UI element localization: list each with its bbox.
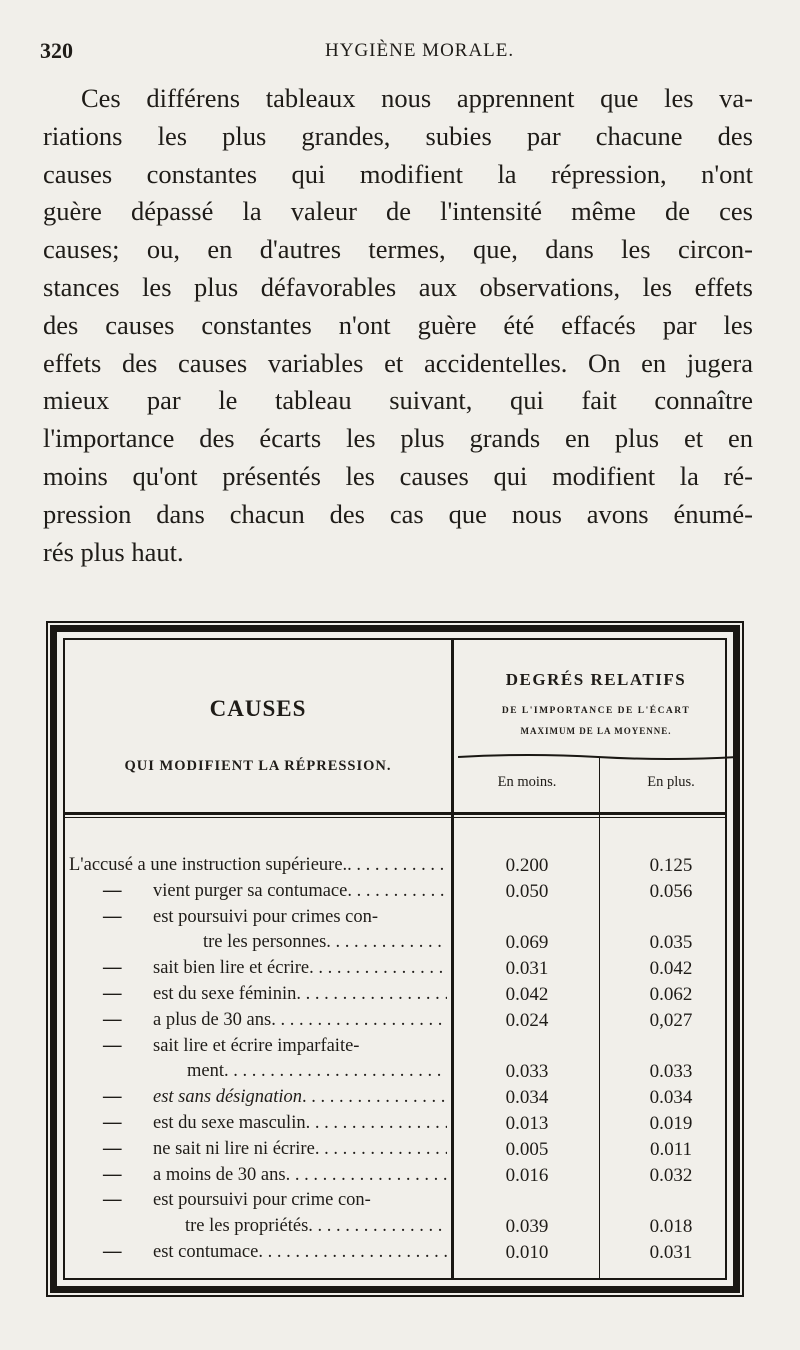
table-inner: [63, 638, 727, 1280]
value-plus: 0.034: [649, 1087, 693, 1109]
paragraph-line: causes constantes qui modifient la répression, n'ont: [43, 158, 753, 189]
value-moins: 0.034: [505, 1087, 549, 1109]
value-moins: 0.013: [505, 1112, 549, 1134]
running-head: HYGIÈNE MORALE.: [325, 40, 515, 61]
cause-text: a plus de 30 ans: [153, 1009, 272, 1030]
cause-cell: [153, 1008, 447, 1034]
table-row: [65, 879, 725, 905]
value-moins: 0.050: [505, 880, 549, 902]
cause-cell: [187, 1059, 447, 1085]
value-moins: 0.024: [505, 1009, 549, 1031]
ditto-dash: —: [103, 958, 122, 979]
cause-cell: [153, 1111, 447, 1137]
table-row: [65, 1111, 725, 1137]
cause-text: est contumace: [153, 1241, 259, 1262]
value-plus: 0.031: [649, 1241, 693, 1263]
cause-cell: [203, 930, 447, 956]
cause-text: ment: [187, 1061, 224, 1082]
ditto-dash: —: [103, 983, 122, 1004]
table-row: [65, 1085, 725, 1111]
cause-text: vient purger sa contumace: [153, 880, 348, 901]
table-row: [65, 1059, 725, 1085]
dot-leader: [271, 1008, 447, 1034]
value-plus: 0.035: [649, 932, 693, 954]
value-plus: 0.032: [649, 1164, 693, 1186]
paragraph-line: des causes constantes n'ont guère été effacés par les: [43, 309, 753, 340]
value-moins: 0.033: [505, 1061, 549, 1083]
cause-text: est du sexe féminin: [153, 983, 297, 1004]
table-row: [65, 1163, 725, 1189]
ditto-dash: —: [103, 1190, 122, 1211]
ditto-dash: —: [103, 1009, 122, 1030]
paragraph-line: mieux par le tableau suivant, qui fait connaître: [43, 385, 753, 416]
paragraph-line: guère dépassé la valeur de l'intensité même de ces: [43, 196, 753, 227]
dot-leader: [224, 1059, 447, 1085]
causes-subheading: QUI MODIFIENT LA RÉPRESSION.: [124, 758, 392, 774]
paragraph-line: riations les plus grandes, subies par chacune des: [43, 120, 753, 151]
value-plus: 0.062: [649, 983, 693, 1005]
cause-cell: [153, 905, 447, 931]
value-moins: 0.069: [505, 932, 549, 954]
cause-text: est sans désignation: [153, 1087, 303, 1108]
dot-leader: [302, 1085, 447, 1111]
ditto-dash: —: [103, 1138, 122, 1159]
ditto-dash: —: [103, 1087, 122, 1108]
ditto-dash: —: [103, 1112, 122, 1133]
column-header-plus: En plus.: [647, 774, 695, 790]
causes-table: [50, 625, 740, 1293]
body-paragraph: [43, 80, 753, 571]
ditto-dash: —: [103, 1035, 122, 1056]
causes-heading: CAUSES: [209, 696, 307, 721]
cause-cell: [153, 1163, 447, 1189]
degres-subheading: DE L'IMPORTANCE DE L'ÉCART: [501, 706, 691, 716]
cause-cell: [153, 1034, 447, 1060]
ditto-dash: —: [103, 1241, 122, 1262]
dot-leader: [258, 1240, 447, 1266]
dot-leader: [286, 1163, 447, 1189]
cause-cell: [153, 982, 447, 1008]
table-row: [65, 982, 725, 1008]
value-plus: 0.056: [649, 880, 693, 902]
paragraph-line: rés plus haut.: [43, 536, 184, 567]
ditto-dash: —: [103, 1164, 122, 1185]
table-row: [65, 1034, 725, 1060]
paragraph-line: l'importance des écarts les plus grands en plus et en: [43, 423, 753, 454]
cause-text: a moins de 30 ans: [153, 1164, 286, 1185]
header-rule: [65, 812, 725, 815]
table-body: [65, 853, 725, 1266]
paragraph-line: Ces différens tableaux nous apprennent que les va-: [81, 83, 753, 113]
value-plus: 0,027: [649, 1009, 693, 1031]
subheader-rule: [458, 752, 738, 762]
table-row: [65, 930, 725, 956]
value-plus: 0.042: [649, 958, 693, 980]
ditto-dash: —: [103, 906, 122, 927]
dot-leader: [315, 1137, 447, 1163]
value-moins: 0.010: [505, 1241, 549, 1263]
value-moins: 0.031: [505, 958, 549, 980]
table-row: [65, 905, 725, 931]
cause-cell: [153, 1240, 447, 1266]
cause-text: tre les propriétés: [185, 1216, 309, 1237]
value-plus: 0.033: [649, 1061, 693, 1083]
value-plus: 0.125: [649, 855, 693, 876]
degres-subheading: MAXIMUM DE LA MOYENNE.: [520, 726, 672, 736]
dot-leader: [308, 1214, 447, 1240]
dot-leader: [309, 956, 447, 982]
cause-cell: [153, 956, 447, 982]
dot-leader: [306, 1111, 447, 1137]
dot-leader: [326, 930, 447, 956]
dot-leader: [347, 879, 447, 905]
cause-text: sait lire et écrire imparfaite-: [153, 1035, 360, 1056]
value-plus: 0.019: [649, 1112, 693, 1134]
table-row: [65, 1240, 725, 1266]
paragraph-line: effets des causes variables et accidentelles. On en jugera: [43, 347, 753, 378]
cause-cell: [153, 1085, 447, 1111]
page-number: 320: [40, 38, 73, 63]
value-moins: 0.042: [505, 983, 549, 1005]
value-moins: 0.005: [505, 1138, 549, 1160]
cause-text: sait bien lire et écrire: [153, 958, 310, 979]
paragraph-line: moins qu'ont présentés les causes qui modifient la ré-: [43, 460, 753, 491]
dot-leader: [296, 982, 447, 1008]
paragraph-line: pression dans chacun des cas que nous avons énumé-: [43, 498, 753, 529]
table-row: [65, 853, 725, 879]
cause-text: L'accusé a une instruction supérieure.: [69, 855, 348, 875]
page-header: [40, 38, 760, 68]
table-row: [65, 956, 725, 982]
header-rule: [65, 817, 725, 818]
cause-text: est du sexe masculin: [153, 1112, 306, 1133]
paragraph-line: causes; ou, en d'autres termes, que, dans les circon-: [43, 234, 753, 265]
cause-text: tre les personnes: [203, 932, 327, 953]
table-row: [65, 1214, 725, 1240]
cause-cell: [185, 1214, 447, 1240]
cause-cell: [69, 853, 447, 879]
table-row: [65, 1137, 725, 1163]
value-moins: 0.200: [505, 855, 549, 876]
cause-cell: [153, 879, 447, 905]
cause-cell: [153, 1188, 447, 1214]
paragraph-line: stances les plus défavorables aux observations, les effets: [43, 271, 753, 302]
table-row: [65, 1008, 725, 1034]
column-header-moins: En moins.: [497, 774, 557, 790]
degres-heading: DEGRÉS RELATIFS: [505, 670, 687, 689]
value-plus: 0.018: [649, 1216, 693, 1238]
dot-leader: [347, 853, 447, 879]
cause-text: ne sait ni lire ni écrire: [153, 1138, 315, 1159]
cause-text: est poursuivi pour crimes con-: [153, 906, 379, 927]
table-row: [65, 1188, 725, 1214]
value-moins: 0.039: [505, 1216, 549, 1238]
cause-cell: [153, 1137, 447, 1163]
value-moins: 0.016: [505, 1164, 549, 1186]
value-plus: 0.011: [649, 1138, 693, 1160]
ditto-dash: —: [103, 880, 122, 901]
cause-text: est poursuivi pour crime con-: [153, 1190, 371, 1211]
